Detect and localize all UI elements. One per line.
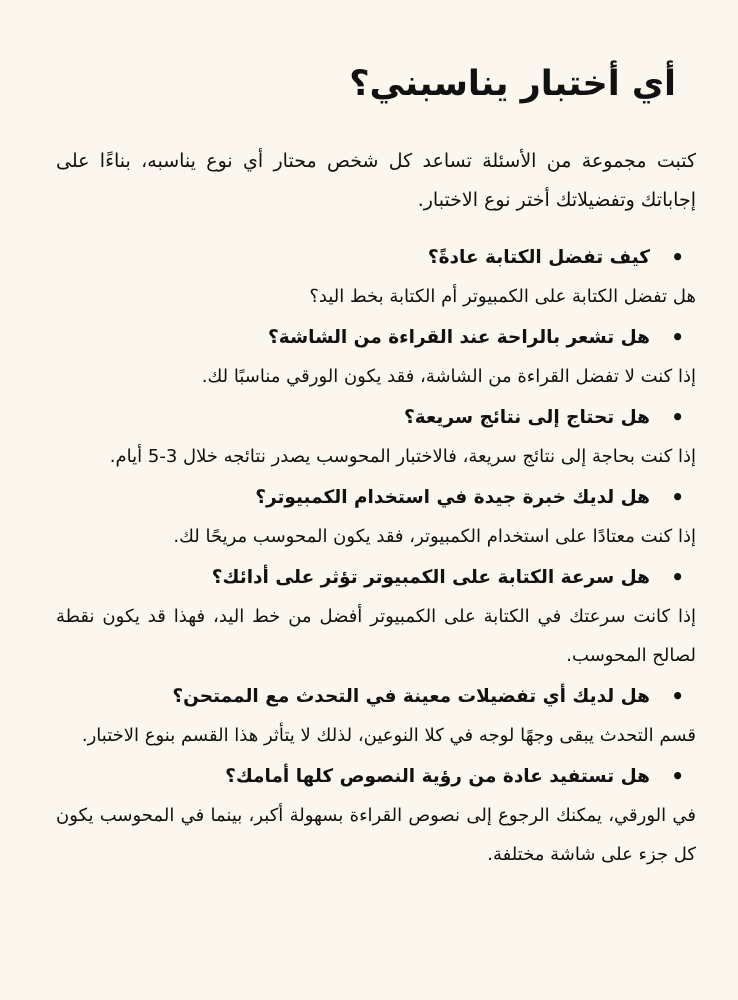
- question-heading: [56, 558, 696, 597]
- page-title: أي أختبار يناسبني؟: [349, 64, 676, 104]
- question-text: هل سرعة الكتابة على الكمبيوتر تؤثر على أدائك؟: [211, 567, 650, 588]
- question-heading: [56, 677, 696, 716]
- answer-text: إذا كنت لا تفضل القراءة من الشاشة، فقد يكون الورقي مناسبًا لك.: [201, 366, 696, 387]
- question-list: [56, 238, 696, 876]
- bullet-icon: •: [671, 684, 684, 708]
- bullet-icon: •: [671, 764, 684, 788]
- answer-text: إذا كانت سرعتك في الكتابة على الكمبيوتر أفضل من خط اليد، فهذا قد يكون نقطة لصالح المحوسب.: [56, 606, 696, 666]
- list-item: [56, 677, 696, 755]
- bullet-icon: •: [671, 485, 684, 509]
- answer-text: هل تفضل الكتابة على الكمبيوتر أم الكتابة بخط اليد؟: [309, 286, 696, 307]
- answer-text: إذا كنت معتادًا على استخدام الكمبيوتر، فقد يكون المحوسب مريحًا لك.: [173, 526, 696, 547]
- question-heading: [56, 478, 696, 517]
- list-item: [56, 757, 696, 874]
- bullet-icon: •: [671, 245, 684, 269]
- question-text: هل تحتاج إلى نتائج سريعة؟: [404, 407, 650, 428]
- question-heading: [56, 757, 696, 796]
- answer-text: إذا كنت بحاجة إلى نتائج سريعة، فالاختبار المحوسب يصدر نتائجه خلال 3-5 أيام.: [109, 446, 696, 467]
- question-text: هل لديك خبرة جيدة في استخدام الكمبيوتر؟: [255, 487, 650, 508]
- question-heading: [56, 238, 696, 277]
- list-item: [56, 238, 696, 316]
- list-item: [56, 478, 696, 556]
- bullet-icon: •: [671, 325, 684, 349]
- list-item: [56, 558, 696, 675]
- question-text: هل لديك أي تفضيلات معينة في التحدث مع الممتحن؟: [172, 686, 650, 707]
- bullet-icon: •: [671, 565, 684, 589]
- question-text: هل تشعر بالراحة عند القراءة من الشاشة؟: [268, 327, 650, 348]
- question-text: هل تستفيد عادة من رؤية النصوص كلها أمامك؟: [225, 766, 650, 787]
- intro-paragraph: كتبت مجموعة من الأسئلة تساعد كل شخص محتار أي نوع يناسبه، بناءًا على إجاباتك وتفضيلاتك أختر نوع الاختبار.: [56, 150, 696, 211]
- bullet-icon: •: [671, 405, 684, 429]
- question-heading: [56, 398, 696, 437]
- answer-text: قسم التحدث يبقى وجهًا لوجه في كلا النوعين، لذلك لا يتأثر هذا القسم بنوع الاختبار.: [81, 725, 696, 746]
- list-item: [56, 398, 696, 476]
- question-text: كيف تفضل الكتابة عادةً؟: [427, 247, 650, 268]
- question-heading: [56, 318, 696, 357]
- answer-text: في الورقي، يمكنك الرجوع إلى نصوص القراءة بسهولة أكبر، بينما في المحوسب يكون كل جزء على شاشة مختلفة.: [56, 805, 696, 865]
- list-item: [56, 318, 696, 396]
